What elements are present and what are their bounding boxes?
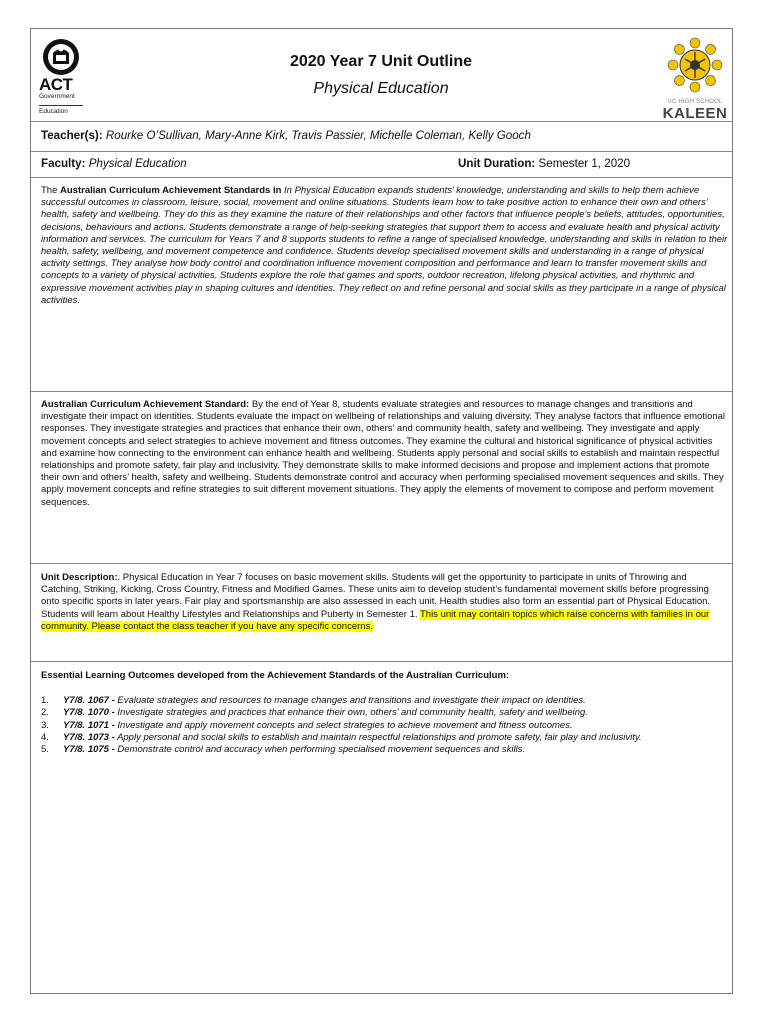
intro-lead: The xyxy=(41,185,58,196)
unit-description-section xyxy=(41,572,729,633)
unit-description-label: Unit Description: xyxy=(41,572,118,583)
learning-outcomes-list xyxy=(41,695,729,756)
intro-top-divider xyxy=(31,177,732,178)
act-text-block xyxy=(39,76,89,116)
intro-lead-bold: Australian Curriculum Achievement Standards in xyxy=(60,185,282,196)
list-item: 2. Y7/8. 1070 - Investigate strategies and practices that enhance their own, others’ and community health, safety and wellbeing. xyxy=(41,707,588,719)
outcomes-top-divider xyxy=(31,661,732,662)
list-item: 4. Y7/8. 1073 - Apply personal and social skills to establish and maintain respectful relationships and promote safety, fair play and inclusivity. xyxy=(41,731,642,743)
list-item: 5. Y7/8. 1075 - Demonstrate control and accuracy when performing specialised movement sequences and skills. xyxy=(41,744,526,756)
concern-notice-highlight: This unit may contain topics which raise concerns with families in our community. Please contact the class teacher if you have any specific concerns. xyxy=(41,608,710,632)
kaleen-emblem-icon xyxy=(667,37,723,93)
document-header xyxy=(31,29,732,121)
document-page xyxy=(30,28,733,994)
learning-outcomes-heading: Essential Learning Outcomes developed from the Achievement Standards of the Australian Curriculum: xyxy=(41,670,510,681)
faculty-row xyxy=(31,151,732,178)
act-crest-icon xyxy=(39,37,87,77)
school-name-small: UC HIGH SCHOOL xyxy=(667,99,723,105)
act-education-text: Education xyxy=(39,108,68,115)
school-name-big: KALEEN xyxy=(662,105,728,122)
act-logo-text: ACT xyxy=(39,75,73,94)
title-block xyxy=(171,51,591,100)
act-logo-divider xyxy=(39,105,83,106)
act-government-text: Government xyxy=(39,93,75,100)
achievement-standard-section xyxy=(41,399,729,509)
intro-section xyxy=(41,185,729,307)
kaleen-school-logo xyxy=(661,37,729,121)
page-subtitle: Physical Education xyxy=(313,80,449,97)
page-title: 2020 Year 7 Unit Outline xyxy=(289,53,472,70)
learning-outcomes-section xyxy=(41,670,729,756)
unit-description-top-divider xyxy=(31,563,732,564)
teachers-row xyxy=(31,121,732,152)
unit-description-body: . Physical Education in Year 7 focuses on basic movement skills. Students will get the opportunity to participate in units of Throwing and Catching, Striking, Kicking, Cross Country, Fitness and Modified Games. These units aim to develop student’s fundamental movement skills before progressing onto specific sports in later years. Fair play and sportsmanship are also assessed in each unit. Health studies also form an essential part of Physical Education. Students will learn about Healthy Lifestyles and Relationships and Puberty in Semester 1. xyxy=(41,572,711,620)
achievement-standard-body: By the end of Year 8, students evaluate strategies and resources to manage changes and transitions and investigate their impact on identities. Students evaluate the impact on wellbeing of relationships and valuing diversity. They analyse factors that influence emotional responses. They investigate strategies and practices that enhance their own, others’ and community health, safety and wellbeing. They investigate and apply movement concepts and select strategies to achieve movement and fitness outcomes. They examine the cultural and historical significance of physical activities and examine how connecting to the environment can enhance health and wellbeing. Students apply personal and social skills to establish and maintain respectful relationships and promote safety, fair play and inclusivity. They demonstrate skills to make informed decisions and propose and implement actions that promote their own and others’ health, safety and wellbeing. Students demonstrate control and accuracy when performing specialised movement sequences and skills. They apply movement concepts and refine strategies to suit different movement situations. They apply the elements of movement to compose and perform movement sequences. xyxy=(41,399,726,508)
unit-duration-label: Unit Duration: xyxy=(458,157,536,170)
intro-body: In Physical Education expands students’ knowledge, understanding and skills to help them achieve successful outcomes in classroom, leisure, social, movement and online situations. Students learn how to take positive action to enhance their own and others’ health, safety and wellbeing. They do this as they examine the nature of their relationships and other factors that influence people’s beliefs, attitudes, opportunities, decisions, behaviours and actions. Students demonstrate a range of help-seeking strategies that support them to access and evaluate health and physical activity information and services. The curriculum for Years 7 and 8 supports students to refine a range of specialised knowledge, understanding and skills in relation to their health, safety, wellbeing, and movement competence and confidence. Students develop specialised movement skills and understanding in a range of physical activity settings. They analyse how body control and coordination influence movement composition and performance and learn to transfer movement skills and concepts to a variety of physical activities. Students explore the role that games and sports, outdoor recreation, lifelong physical activities, and rhythmic and expressive movement activities play in shaping cultures and identities. They reflect on and refine personal and social skills as they participate in a range of physical activities. xyxy=(41,185,728,306)
faculty-label: Faculty: xyxy=(41,157,86,170)
unit-duration-value: Semester 1, 2020 xyxy=(538,157,631,170)
list-item: 3. Y7/8. 1071 - Investigate and apply movement concepts and select strategies to achieve movement and fitness outcomes. xyxy=(41,719,573,731)
faculty-value: Physical Education xyxy=(88,157,187,170)
teachers-label: Teacher(s): xyxy=(41,129,103,142)
standard-top-divider xyxy=(31,391,732,392)
achievement-standard-label: Australian Curriculum Achievement Standard: xyxy=(41,399,250,410)
list-item: 1. Y7/8. 1067 - Evaluate strategies and resources to manage changes and transitions and investigate their impact on identities. xyxy=(41,695,586,707)
teachers-value: Rourke O’Sullivan, Mary-Anne Kirk, Travis Passier, Michelle Coleman, Kelly Gooch xyxy=(105,129,531,142)
